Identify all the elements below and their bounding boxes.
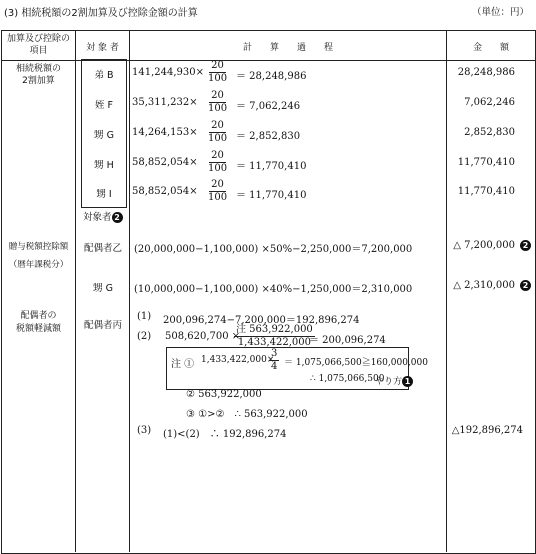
calc-line: (20,000,000−1,100,000) ×50%−2,250,000＝7,200,000 [134,244,413,255]
fraction [206,90,229,115]
header-item: 加算及び控除の 項目 [6,34,70,56]
fraction-numerator: 3 [271,348,278,359]
person-label: 弟 B [94,70,114,81]
calc-result: ＝ 11,770,410 [236,190,307,201]
person-label: 甥 G [93,283,113,294]
step1-calc: 200,096,274−7,200,000＝192,896,274 [163,315,360,326]
fraction-numerator: 注 563,922,000 [236,324,313,335]
method-tag [375,374,413,387]
person-label: 甥 G [94,130,114,141]
calc-base: 14,264,153× [132,127,198,138]
calc-base: 35,311,232× [132,97,198,108]
col-divider-2 [129,30,130,552]
header-target: 対 象 者 [86,43,119,53]
fraction-denominator: 100 [208,133,228,144]
step-number: (2) [137,331,152,342]
page-title: (3) 相続税額の2割加算及び控除金額の計算 [4,8,198,19]
person-label: 甥 I [96,189,112,200]
fraction-denominator: 100 [208,163,228,174]
note-therefore: ∴ 1,075,066,500 [310,374,385,384]
amount-value: △192,896,274 [451,425,523,436]
numbered-mark: 1 [402,376,413,387]
person-label: 配偶者乙 [83,243,122,254]
note-base: 1,433,422,000× [201,355,275,365]
section2-sublabel: （暦年課税分） [8,260,69,270]
fraction-denominator: 100 [208,192,228,203]
sub-step-2: ② 563,922,000 [186,389,262,400]
person-label: 姪 F [95,100,113,111]
amount-value: 11,770,410 [457,186,515,197]
fraction [206,179,229,204]
calc-result: ＝ 2,852,830 [236,131,301,142]
amount-value: △ 7,200,000 [453,240,515,251]
amount-value: 11,770,410 [457,157,515,168]
note-result: ＝ 1,075,066,500≧160,000,000 [284,358,428,368]
fraction [269,348,279,373]
fraction [206,120,229,145]
fraction-denominator: 1,433,422,000 [237,337,311,348]
col-divider-3 [446,30,447,552]
numbered-mark: 2 [112,212,123,223]
fraction-numerator: 20 [211,60,224,71]
fraction-numerator: 20 [211,179,224,190]
fraction-denominator: 100 [208,73,228,84]
fraction-denominator: 4 [271,361,278,372]
target-note-text: 対象者 [83,212,112,223]
amount-value: 7,062,246 [464,97,515,108]
step2-base: 508,620,700 × [165,331,241,342]
fraction-numerator: 20 [211,150,224,161]
amount-value: 28,248,986 [457,67,515,78]
target-note [83,209,123,223]
fraction [234,324,315,349]
amount-value: 2,852,830 [464,127,515,138]
calc-result: ＝ 11,770,410 [236,161,307,172]
person-label: 甥 H [94,160,114,171]
unit-label: （単位：円） [472,7,530,18]
calc-base: 58,852,054× [132,157,198,168]
numbered-mark: 2 [520,280,531,291]
step-number: (3) [137,425,152,436]
calc-result: ＝ 7,062,246 [236,101,301,112]
person-label: 配偶者丙 [83,320,122,331]
fraction [206,150,229,175]
calc-base: 58,852,054× [132,186,198,197]
header-process: 計 算 過 程 [242,43,333,53]
section1-label: 相続税額の 2割加算 [15,64,61,86]
numbered-mark: 2 [520,240,531,251]
calc-line: (10,000,000−1,100,000) ×40%−1,250,000＝2,310,000 [134,284,413,295]
fraction-numerator: 20 [211,90,224,101]
amount-value: △ 2,310,000 [453,280,515,291]
header-amount: 金 額 [472,43,509,53]
calc-base: 141,244,930× [132,67,204,78]
fraction [206,60,229,85]
section3-label: 配偶者の 税額軽減額 [15,311,61,334]
method-tag-text: やり方 [375,377,403,387]
step2-result: ＝ 200,096,274 [309,335,386,346]
fraction-denominator: 100 [208,103,228,114]
calc-result: ＝ 28,248,986 [236,71,307,82]
col-divider-1 [75,30,76,552]
section2-label: 贈与税額控除額 [8,242,69,252]
sub-step-3: ③ ①>② ∴ 563,922,000 [186,409,308,420]
step-number: (1) [137,311,152,322]
step3-calc: (1)<(2) ∴ 192,896,274 [163,429,287,440]
note-label: 注 ① [171,359,195,370]
fraction-numerator: 20 [211,120,224,131]
